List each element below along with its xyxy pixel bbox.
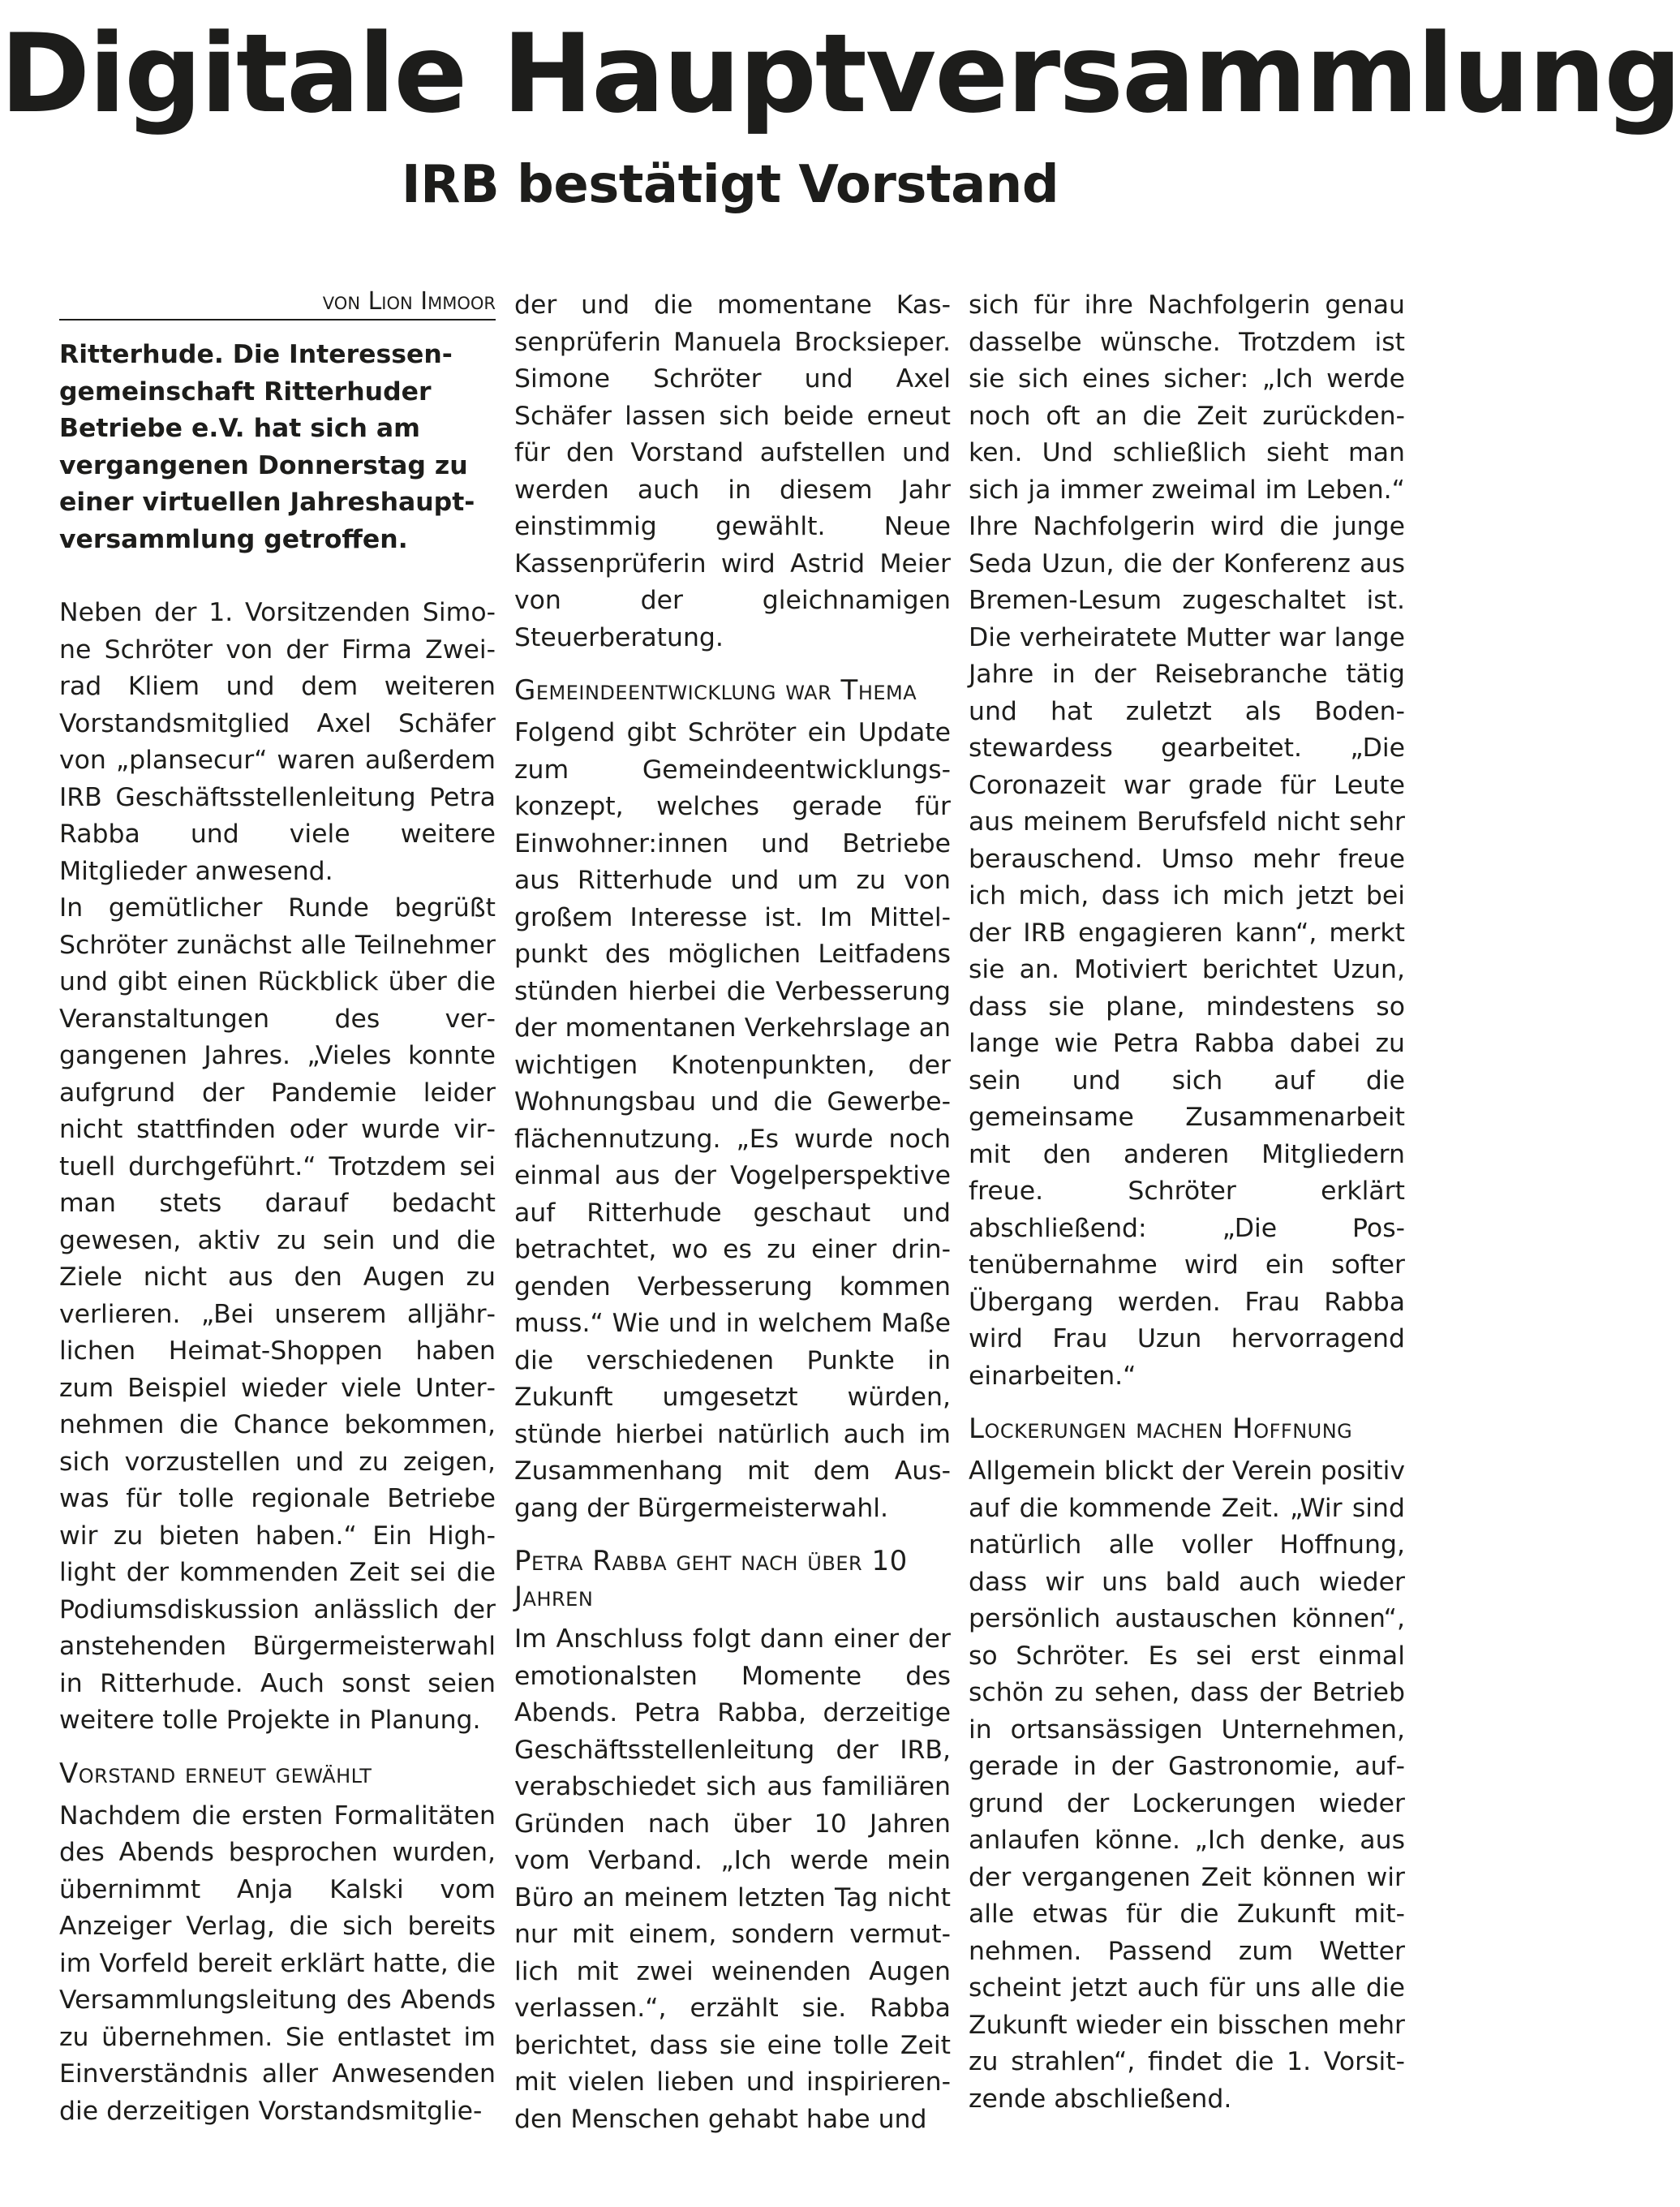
lead-paragraph: Ritterhude. Die Interessengemeinschaft Ritterhuder Betriebe e.V. hat sich am vergangenen Donnerstag zu einer virtuellen Jahreshauptversammlung getroffen. bbox=[59, 340, 475, 554]
body-paragraph: Nachdem die ersten Formalitäten des Abends besprochen wurden, übernimmt Anja Kalski vom Anzeiger Verlag, die sich bereits im Vorfeld bereit erklärt hatte, die Versammlungsleitung des Abends zu übernehmen. Sie entlastet im Einverständnis aller Anwesenden die derzeitigen Vorstandsmitglie- bbox=[59, 1800, 496, 2126]
byline-author: Lion Immoor bbox=[367, 287, 496, 316]
byline-prefix: von bbox=[322, 287, 368, 316]
body-paragraph: Allgemein blickt der Verein positiv auf die kommende Zeit. „Wir sind natürlich alle voller Hoffnung, dass wir uns bald auch wieder persönlich austauschen können“, so Schröter. Es sei erst einmal schön zu sehen, dass der Betrieb in ortsansässigen Unternehmen, gerade in der Gastronomie, aufgrund der Lockerungen wieder anlaufen könne. „Ich denke, aus der vergangenen Zeit können wir alle etwas für die Zukunft mitnehmen. Passend zum Wetter scheint jetzt auch für uns alle die Zukunft wieder ein bisschen mehr zu strahlen“, findet die 1. Vorsitzende abschließend. bbox=[969, 1456, 1406, 2114]
section-heading: Lockerungen machen Hoffnung bbox=[969, 1413, 1353, 1445]
body-paragraph: Im Anschluss folgt dann einer der emotionalsten Momente des Abends. Petra Rabba, derzeitige Geschäftsstellenleitung der IRB, verabschiedet sich aus familiären Gründen nach über 10 Jahren vom Verband. „Ich werde mein Büro an meinem letzten Tag nicht nur mit einem, sondern vermutlich mit zwei weinenden Augen verlassen.“, erzählt sie. Rabba berichtet, dass sie eine tolle Zeit mit vielen lieben und inspirierenden Menschen gehabt habe und bbox=[514, 1624, 951, 2134]
section-heading: Vorstand erneut gewählt bbox=[59, 1757, 372, 1790]
article-column-1 bbox=[59, 287, 496, 2190]
article-column-3 bbox=[969, 287, 1405, 2190]
body-paragraph: sich für ihre Nachfolgerin genau dasselbe wünsche. Trotzdem ist sie sich eines sicher: „Ich werde noch oft an die Zeit zurückdenken. Und schließlich sieht man sich ja immer zweimal im Leben.“ Ihre Nachfolgerin wird die junge Seda Uzun, die der Konferenz aus Bremen-Lesum zugeschaltet ist. Die verheiratete Mutter war lange Jahre in der Reisebranche tätig und hat zuletzt als Bodenstewardess gearbeitet. „Die Coronazeit war grade für Leute aus meinem Berufsfeld nicht sehr berauschend. Umso mehr freue ich mich, dass ich mich jetzt bei der IRB engagieren kann“, merkt sie an. Motiviert berichtet Uzun, dass sie plane, mindestens so lange wie Petra Rabba dabei zu sein und sich auf die gemeinsame Zusammenarbeit mit den anderen Mitgliedern freue. Schröter erklärt abschließend: „Die Postenübernahme wird ein softer Übergang werden. Frau Rabba wird Frau Uzun hervorragend einarbeiten.“ bbox=[969, 290, 1405, 1391]
body-paragraph: Folgend gibt Schröter ein Update zum Gemeindeentwicklungskonzept, welches gerade für Einwohner:innen und Betriebe aus Ritterhude und um zu von großem Interesse ist. Im Mittelpunkt des möglichen Leitfadens stünden hierbei die Verbesserung der momentanen Verkehrslage an wichtigen Knotenpunkten, der Wohnungsbau und die Gewerbeflächennutzung. „Es wurde noch einmal aus der Vogelperspektive auf Ritterhude geschaut und betrachtet, wo es zu einer dringenden Verbesserung kommen muss.“ Wie und in welchem Maße die verschiedenen Punkte in Zukunft umgesetzt würden, stünde hierbei natürlich auch im Zusammenhang mit dem Ausgang der Bürgermeisterwahl. bbox=[514, 718, 951, 1523]
byline bbox=[59, 287, 496, 321]
body-paragraph: Neben der 1. Vorsitzenden Simone Schröter von der Firma Zweirad Kliem und dem weiteren Vorstandsmitglied Axel Schäfer von „plansecur“ waren außerdem IRB Geschäftsstellenleitung Petra Rabba und viele weitere Mitglieder anwesend. bbox=[59, 598, 496, 886]
headline: Digitale Hauptversammlung bbox=[0, 11, 1680, 137]
section-heading: Gemeindeentwicklung war Thema bbox=[514, 674, 917, 707]
body-paragraph: der und die momentane Kassenprüferin Manuela Brocksieper. Simone Schröter und Axel Schäfer lassen sich beide erneut für den Vorstand aufstellen und werden auch in diesem Jahr einstimmig gewählt. Neue Kassenprüferin wird Astrid Meier von der gleichnamigen Steuerberatung. bbox=[514, 290, 951, 652]
article-column-2 bbox=[514, 287, 951, 2190]
subheadline: IRB bestätigt Vorstand bbox=[401, 155, 1059, 215]
body-paragraph: In gemütlicher Runde begrüßt Schröter zunächst alle Teilnehmer und gibt einen Rückblick über die Veranstaltungen des vergangenen Jahres. „Vieles konnte aufgrund der Pandemie leider nicht stattfinden oder wurde virtuell durchgeführt.“ Trotzdem sei man stets darauf bedacht gewesen, aktiv zu sein und die Ziele nicht aus den Augen zu verlieren. „Bei unserem alljährlichen Heimat-Shoppen haben zum Beispiel wieder viele Unternehmen die Chance bekommen, sich vorzustellen und zu zeigen, was für tolle regionale Betriebe wir zu bieten haben.“ Ein Highlight der kommenden Zeit sei die Podiumsdiskussion anlässlich der anstehenden Bürgermeisterwahl in Ritterhude. Auch sonst seien weitere tolle Projekte in Planung. bbox=[59, 893, 496, 1735]
section-heading: Petra Rabba geht nach über 10 Jahren bbox=[514, 1545, 908, 1613]
